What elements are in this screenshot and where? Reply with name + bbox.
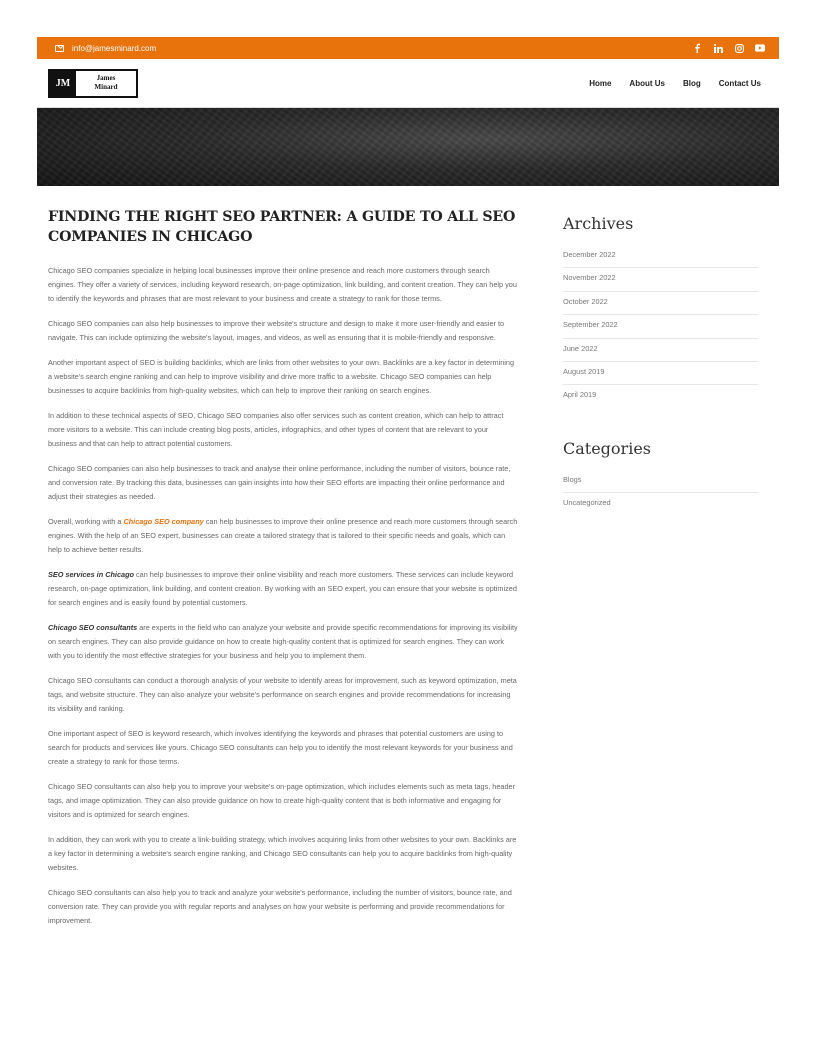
envelope-icon <box>55 45 64 52</box>
paragraph-text: Overall, working with a <box>48 517 124 526</box>
archive-link[interactable]: September 2022 <box>563 315 758 338</box>
article-paragraph <box>48 515 518 557</box>
seo-consultants-emphasis: Chicago SEO consultants <box>48 623 138 632</box>
archive-link[interactable]: October 2022 <box>563 292 758 315</box>
nav-blog[interactable]: Blog <box>682 78 701 88</box>
hero-banner <box>37 108 779 186</box>
logo-monogram: JM <box>50 71 76 96</box>
archive-link[interactable]: June 2022 <box>563 339 758 362</box>
categories-list <box>563 470 758 517</box>
sidebar <box>563 214 758 517</box>
article-paragraph <box>48 568 518 610</box>
youtube-icon[interactable] <box>755 43 765 53</box>
chicago-seo-company-link[interactable]: Chicago SEO company <box>123 517 204 526</box>
article-paragraph: In addition, they can work with you to create a link-building strategy, which involves acquiring links from other websites to your own. Backlinks are a key factor in determining a website's search engine ranking, and Chicago SEO consultants can help you to acquire backlinks from high-quality websites. <box>48 835 517 872</box>
category-link[interactable]: Uncategorized <box>563 498 611 508</box>
seo-services-emphasis: SEO services in Chicago <box>48 570 134 579</box>
main-nav <box>589 79 761 88</box>
email-text[interactable]: info@jamesminard.com <box>72 43 157 53</box>
facebook-icon[interactable] <box>692 43 702 53</box>
article-paragraph: Chicago SEO consultants can also help you to improve your website's on-page optimization, which includes elements such as meta tags, header tags, and image optimization. They can also provide guidance on how to create high-quality content that is both informative and engaging for visitors and is optimized for search engines. <box>48 782 516 819</box>
archive-link[interactable]: April 2019 <box>563 390 597 400</box>
linkedin-icon[interactable] <box>713 43 723 53</box>
article-paragraph: Chicago SEO companies can also help businesses to improve their website's structure and design to make it more user-friendly and easier to navigate. This can include optimizing the website's layout, images, and videos, as well as ensuring that it is mobile-friendly and responsive. <box>48 319 505 342</box>
article-paragraph <box>48 621 518 663</box>
archive-link[interactable]: November 2022 <box>563 268 758 291</box>
top-bar <box>37 37 779 59</box>
category-link[interactable]: Blogs <box>563 470 758 493</box>
logo-name-line1: James <box>96 74 116 82</box>
archives-list <box>563 245 758 409</box>
article-paragraph: One important aspect of SEO is keyword research, which involves identifying the keywords and phrases that potential customers are using to search for products and services like yours. Chicago SEO consultants can help you to identify the most relevant keywords for your business and create a strategy to rank for those terms. <box>48 729 513 766</box>
hero-texture <box>37 108 779 186</box>
article-title: FINDING THE RIGHT SEO PARTNER: A GUIDE TO ALL SEO COMPANIES IN CHICAGO <box>48 209 516 245</box>
article <box>48 207 518 928</box>
archive-link[interactable]: December 2022 <box>563 245 758 268</box>
page-header-wrapper <box>37 37 779 186</box>
archive-link[interactable]: August 2019 <box>563 362 758 385</box>
paragraph-text: can help businesses to improve their online presence and reach more customers through search engines. With the help of an SEO expert, businesses can create a tailored strategy that is tailored to their specific needs and goals, which can help to achieve better results. <box>48 517 518 554</box>
nav-contact-us[interactable]: Contact Us <box>718 78 761 88</box>
paragraph-text: are experts in the field who can analyze your website and provide specific recommendations for improving its visibility on search engines. They can also provide guidance on how to create high-quality content that is optimized for search engines. They can work with you to identify the most effective strategies for your business and help you to implement them. <box>48 623 518 660</box>
instagram-icon[interactable] <box>734 43 744 53</box>
categories-section <box>563 439 758 517</box>
paragraph-text: can help businesses to improve their online visibility and reach more customers. These services can include keyword research, on-page optimization, link building, and content creation. By working with an SEO expert, you can ensure that your website is optimized for search engines and is easily found by potential customers. <box>48 570 517 607</box>
site-header <box>37 59 779 108</box>
article-paragraph: In addition to these technical aspects of SEO, Chicago SEO companies also offer services such as content creation, which can help to attract more visitors to a website. This can include creating blog posts, articles, infographics, and other types of content that are relevant to your business and that can help to attract potential customers. <box>48 411 504 448</box>
contact-email[interactable] <box>55 44 156 53</box>
social-links <box>692 43 765 53</box>
logo-name <box>76 71 136 96</box>
nav-home[interactable]: Home <box>589 78 612 88</box>
article-paragraph: Another important aspect of SEO is building backlinks, which are links from other websites to your own. Backlinks are a key factor in determining a website's search engine ranking and can help to improve visibility and drive more traffic to a website. Chicago SEO companies can help businesses to acquire backlinks from high-quality websites, which can help to improve their ranking on search engines. <box>48 358 514 395</box>
nav-about-us[interactable]: About Us <box>629 78 665 88</box>
logo-name-line2: Minard <box>94 83 118 91</box>
site-logo[interactable] <box>48 69 138 98</box>
article-paragraph: Chicago SEO companies can also help businesses to track and analyse their online performance, including the number of visitors, bounce rate, and conversion rate. By tracking this data, businesses can gain insights into how their SEO efforts are impacting their online performance and adjust their strategies as needed. <box>48 464 511 501</box>
categories-heading: Categories <box>563 438 651 458</box>
article-paragraph: Chicago SEO consultants can conduct a thorough analysis of your website to identify areas for improvement, such as keyword optimization, meta tags, and website structure. They can also analyze your website's performance on search engines and provide recommendations for increasing its visibility and ranking. <box>48 676 517 713</box>
article-paragraph: Chicago SEO companies specialize in helping local businesses improve their online presence and reach more customers through search engines. They offer a variety of services, including keyword research, on-page optimization, link building, and content creation. They can help you to identify the keywords and phrases that are most relevant to your business and create a strategy to rank for those terms. <box>48 266 517 303</box>
archives-heading: Archives <box>563 214 634 233</box>
article-paragraph: Chicago SEO consultants can also help you to track and analyze your website's performance, including the number of visitors, bounce rate, and conversion rate. They can provide you with regular reports and analyses on how your website is performing and provide recommendations for improvement. <box>48 888 512 925</box>
